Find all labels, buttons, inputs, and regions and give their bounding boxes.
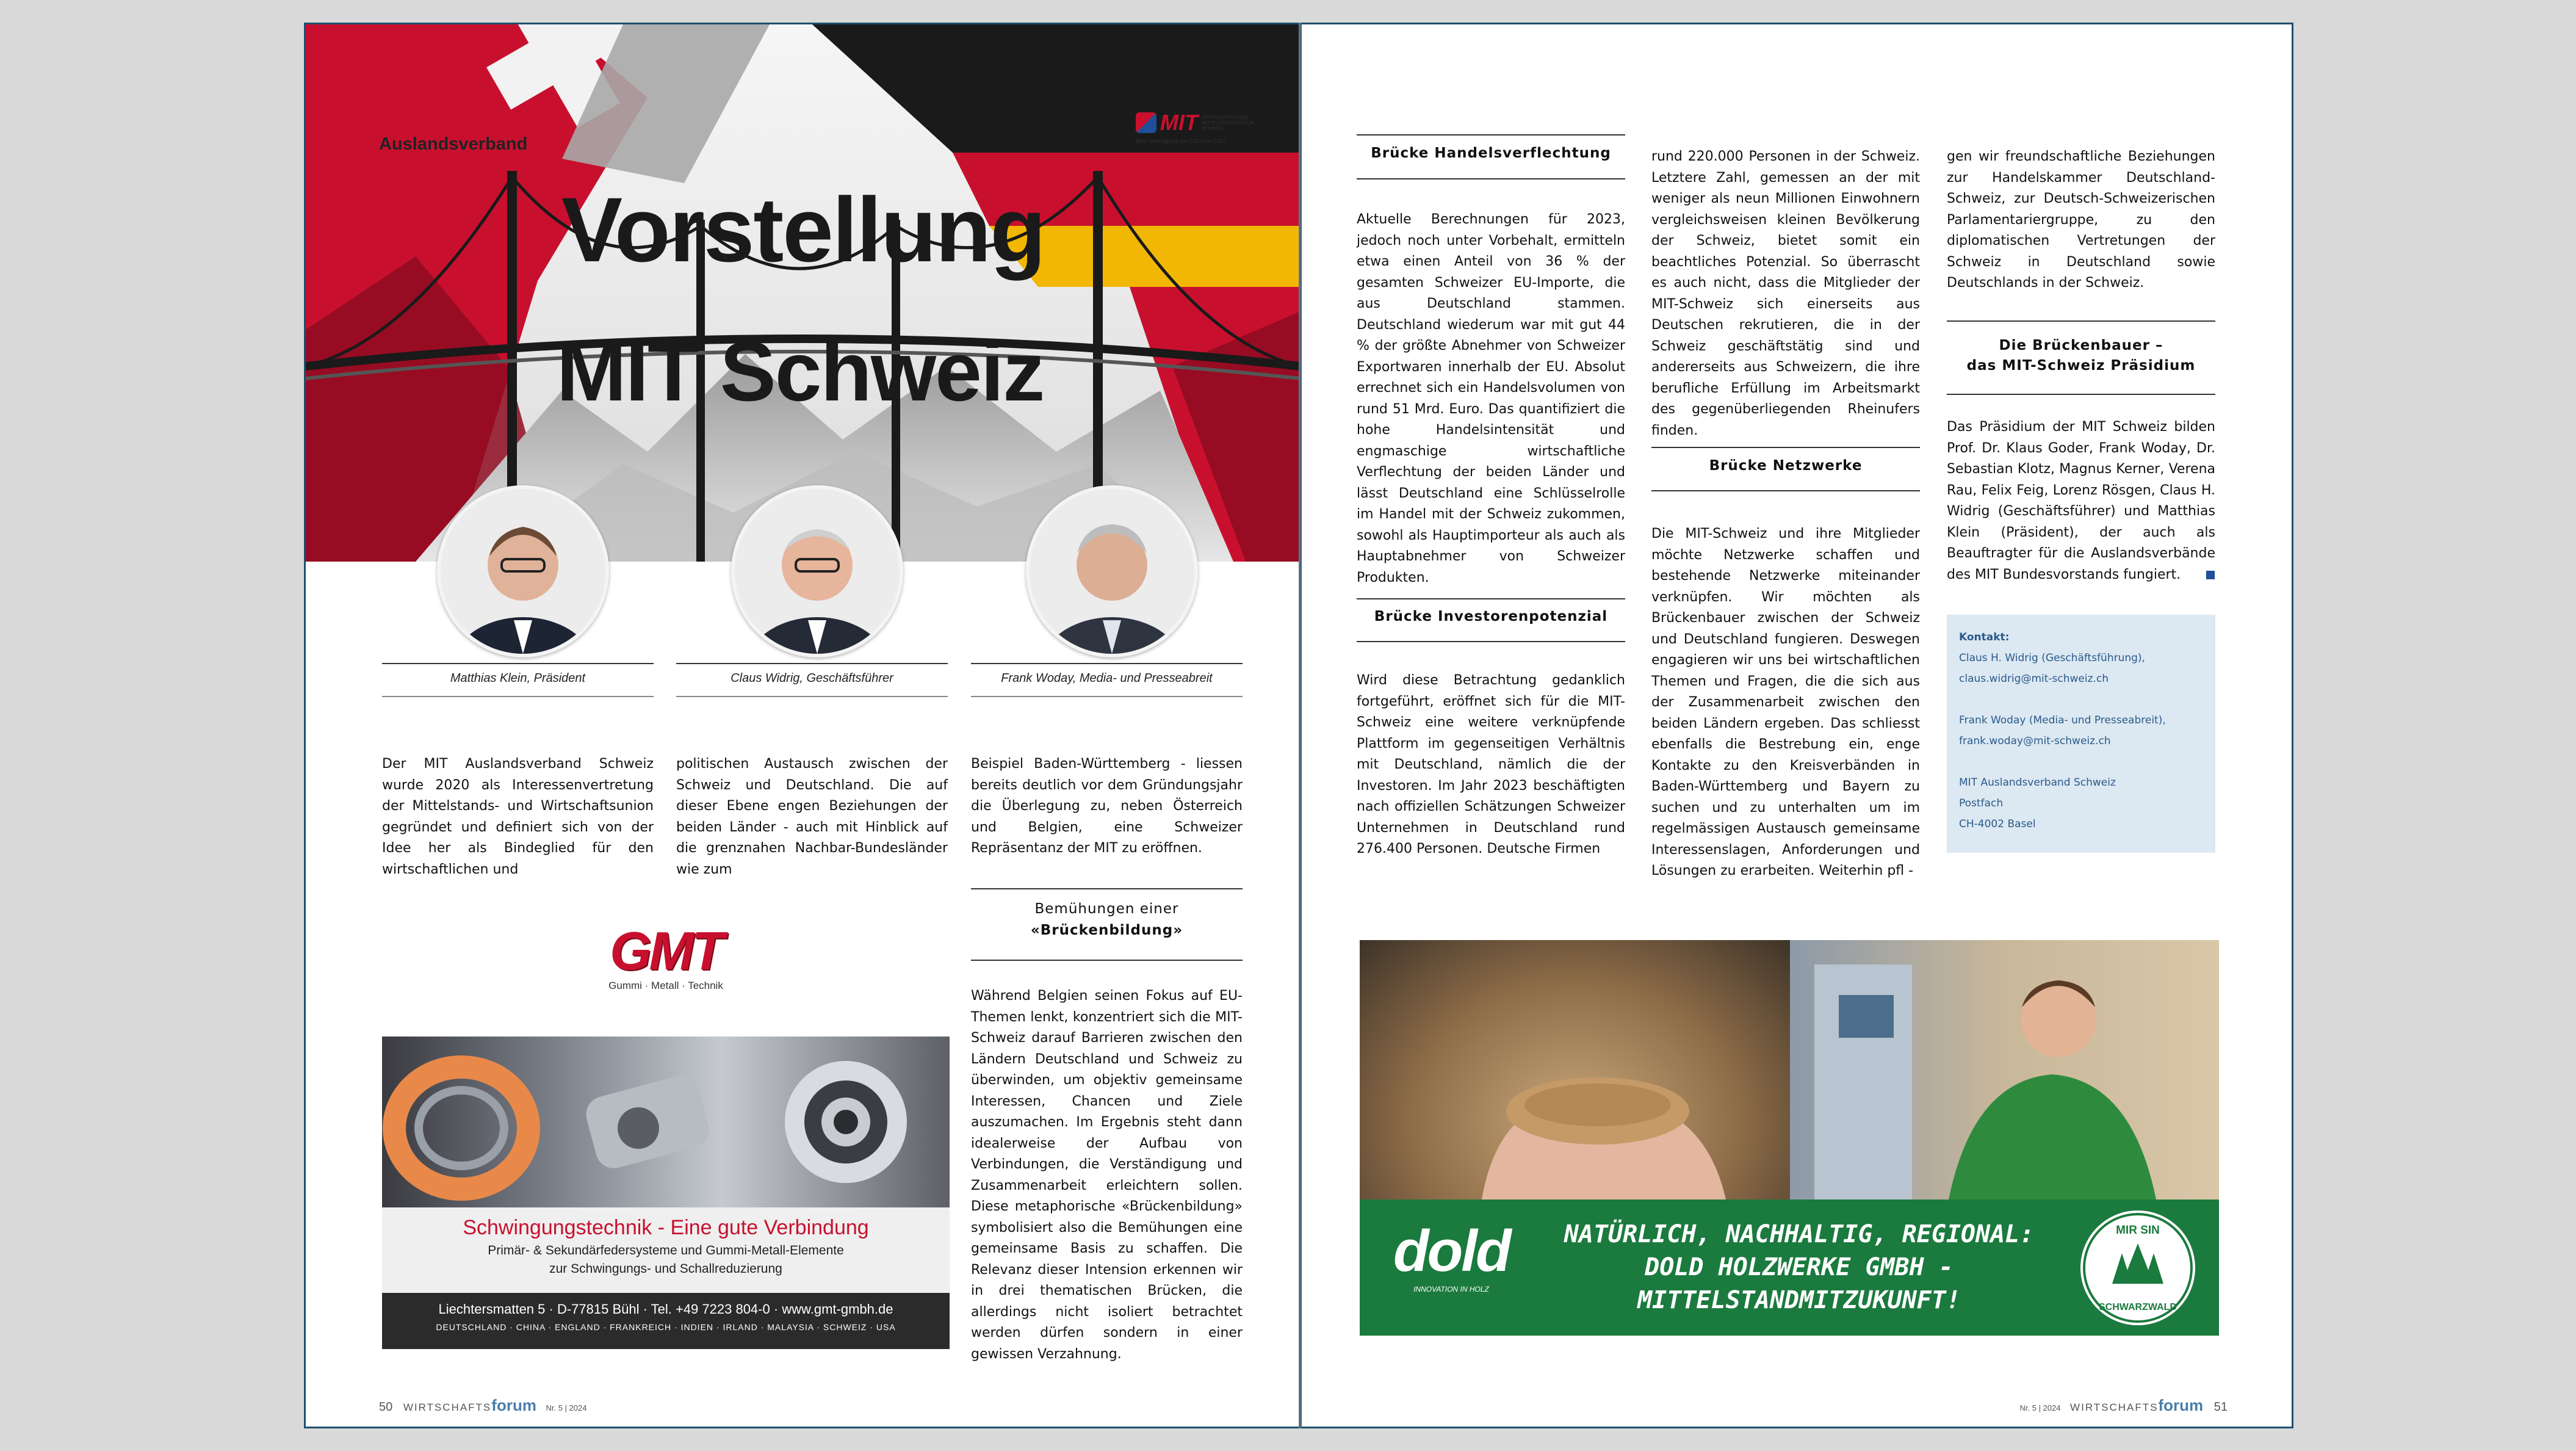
end-of-article-square xyxy=(2206,571,2215,579)
gmt-advertisement[interactable] xyxy=(382,922,950,1361)
gmt-logo: GMT xyxy=(610,921,722,981)
heading-handelsverflechtung: Brücke Handelsverflechtung xyxy=(1371,145,1611,161)
pellets-photo xyxy=(1360,940,1790,1200)
contact-spacer xyxy=(1959,751,2203,772)
portrait-claus-widrig xyxy=(731,485,903,657)
contact-email-woday[interactable]: frank.woday@mit-schweiz.ch xyxy=(1959,735,2111,747)
gmt-countries: DEUTSCHLAND · CHINA · ENGLAND · FRANKREICH · INDIEN · IRLAND · MALAYSIA · SCHWEIZ · USA xyxy=(436,1322,896,1332)
issue-number: Nr. 5 | 2024 xyxy=(2019,1403,2061,1413)
contact-email-widrig[interactable]: claus.widrig@mit-schweiz.ch xyxy=(1959,673,2109,685)
mit-logo xyxy=(1136,110,1270,165)
title-line-2: MIT Schweiz xyxy=(556,325,1044,419)
heading-rule xyxy=(971,960,1243,961)
dold-logo-text: dold xyxy=(1393,1218,1510,1284)
body-column-invest: Wird diese Betrachtung gedanklich fortgeführt, eröffnet sich für die MIT-Schweiz eine weitere verknüpfende Plattform im gegenseitigen Verhältnis mit Deutschland, nämlich die der Investoren. Im Jahr 2023 beschäftigten nach offiziellen Schätzungen Schweizer Unternehmen in Deutschland rund 276.400 Personen. Deutsche Firmen xyxy=(1357,673,1625,856)
caption-rule xyxy=(382,696,654,697)
body-column-3a: gen wir freundschaftliche Beziehungen zur Handelskammer Deutschland-Schweiz, zur Deutsch-Schweizerischen Parlamentariergruppe, zu den diplomatischen Vertretungen der Schweiz in Deutschland sowie Deutschlands in der Schweiz. xyxy=(1947,149,2215,291)
gmt-address[interactable]: Liechtersmatten 5 · D-77815 Bühl · Tel. +49 7223 804-0 · www.gmt-gmbh.de xyxy=(438,1301,893,1317)
magazine-name-part1: WIRTSCHAFTS xyxy=(2070,1402,2159,1413)
intro-column-2: politischen Austausch zwischen der Schweiz und Deutschland. Die auf dieser Ebene engen Beziehungen der beiden Länder - auch mit Hinblick auf die grenznahen Nachbar-Bundesländer wie zum xyxy=(676,756,948,877)
gmt-headline: Schwingungstechnik - Eine gute Verbindung xyxy=(463,1216,869,1239)
magazine-name-part2: forum xyxy=(491,1396,536,1414)
hero-illustration xyxy=(306,24,1299,562)
contact-box xyxy=(1947,615,2215,853)
portrait-frank-woday xyxy=(1026,485,1198,657)
tree-icon xyxy=(2110,1241,2166,1290)
title-line-1: Vorstellung xyxy=(561,178,1045,281)
caption-frank-woday: Frank Woday, Media- und Presseabreit xyxy=(1001,671,1213,685)
dold-slogan-line-1: NATÜRLICH, NACHHALTIG, REGIONAL: xyxy=(1564,1220,2035,1248)
caption-rule xyxy=(971,696,1243,697)
heading-rule xyxy=(971,888,1243,889)
gmt-text-panel xyxy=(382,1207,950,1293)
caption-rule xyxy=(382,663,654,664)
heading-rule xyxy=(1357,598,1625,599)
gmt-product-photo xyxy=(382,1037,950,1207)
caption-matthias-klein: Matthias Klein, Präsident xyxy=(450,671,586,685)
gmt-logo-subtitle: Gummi · Metall · Technik xyxy=(608,980,723,991)
body-column-2a: rund 220.000 Personen in der Schweiz. Letztere Zahl, gemessen an der mit weniger als neun Millionen Einwohnern vergleichsweisen kleinen Bevölkerung der Schweiz, bietet somit ein beachtliches Potenzial. So überrascht es auch nicht, dass die Mitglieder der MIT-Schweiz sich einerseits aus Deutschen rekrutieren, die in der Schweiz geschäftstätig sind und andererseits aus Schweizern, die ihre berufliche Erfüllung im Arbeitsmarkt des gegenüberliegenden Rheinufers finden. xyxy=(1651,149,1920,438)
mit-logo-tagline: Eine Vereinigung von CDU und CSU xyxy=(1136,138,1225,144)
dold-banner xyxy=(1360,1200,2219,1336)
intro-column-3: Beispiel Baden-Württemberg - liessen bereits deutlich vor dem Gründungsjahr die Überlegung zu, neben Österreich und Belgien, eine Schweizer Repräsentanz der MIT zu eröffnen. xyxy=(971,756,1243,856)
schwarzwald-badge xyxy=(2083,1213,2193,1323)
body-column-praesidium: Das Präsidium der MIT Schweiz bilden Prof. Dr. Klaus Goder, Frank Woday, Dr. Sebastian Klotz, Magnus Kerner, Verena Rau, Felix Feig, Lorenz Rösgen, Claus H. Widrig (Geschäftsführer) und Matthias Klein (Präsident), der auch als Beauftragter für die Auslandsverbände des MIT Bundesvorstands fungiert. xyxy=(1947,419,2215,582)
contact-name-woday: Frank Woday (Media- und Presseabreit), xyxy=(1959,714,2166,726)
right-footer xyxy=(2020,1396,2228,1415)
heading-rule xyxy=(1651,490,1920,491)
body-column-netzwerke: Die MIT-Schweiz und ihre Mitglieder möchte Netzwerke schaffen und bestehende Netzwerke miteinander verknüpfen. Wir möchten als Brückenbauer zwischen der Schweiz und Deutschland fungieren. Deswegen engagieren wir uns bei wirtschaftlichen Themen und Fragen, die die sich aus der Zusammenarbeit zwischen den beiden Ländern ergeben. Das schliesst ebenfalls die Bestrebung ein, enge Kontakte zu den Kreisverbänden in Baden-Württemberg und Bayern zu suchen und zu unterhalten um im regelmässigen Austausch gemeinsame Interessenslagen, Anforderungen und Lösungen zu erarbeiten. Weiterhin pfl - xyxy=(1651,526,1920,878)
gmt-contact-bar xyxy=(382,1293,950,1349)
heading-praesidium xyxy=(1947,336,2215,376)
mit-logo-text: MIT xyxy=(1160,110,1198,135)
contact-postbox: Postfach xyxy=(1959,797,2004,809)
heading-rule xyxy=(1651,447,1920,448)
caption-claus-widrig: Claus Widrig, Geschäftsführer xyxy=(731,671,893,685)
dold-slogan-line-3: MITTELSTANDMITZUKUNFT! xyxy=(1637,1286,1961,1314)
heading-line: Bemühungen einer xyxy=(1034,901,1179,917)
caption-rule xyxy=(971,663,1243,664)
contact-spacer xyxy=(1959,689,2203,710)
mit-logo-smalltext: WIRTSCHAFTS UND MITTELSTANDSUNION SCHWEIZ xyxy=(1201,114,1255,131)
heading-line: das MIT-Schweiz Präsidium xyxy=(1966,358,2196,374)
heading-line: Die Brückenbauer – xyxy=(1999,338,2163,353)
magazine-name-part2: forum xyxy=(2158,1396,2204,1414)
woodworker-photo xyxy=(1790,940,2219,1200)
contact-city: CH-4002 Basel xyxy=(1959,818,2036,830)
contact-org: MIT Auslandsverband Schweiz xyxy=(1959,776,2116,789)
heading-rule xyxy=(1357,134,1625,136)
portrait-matthias-klein xyxy=(437,485,609,657)
page-number: 51 xyxy=(2213,1400,2228,1414)
dold-logo xyxy=(1393,1218,1509,1309)
heading-rule xyxy=(1357,641,1625,642)
left-footer xyxy=(379,1396,587,1415)
dold-slogan xyxy=(1543,1218,2055,1317)
contact-name-widrig: Claus H. Widrig (Geschäftsführung), xyxy=(1959,652,2145,664)
caption-rule xyxy=(676,696,948,697)
dold-logo-subtitle: INNOVATION IN HOLZ xyxy=(1413,1285,1489,1294)
heading-line: «Brückenbildung» xyxy=(1030,922,1183,938)
mit-logo-icon xyxy=(1136,112,1156,133)
magazine-name-part1: WIRTSCHAFTS xyxy=(403,1402,492,1413)
right-page xyxy=(1302,23,2293,1428)
gmt-subline-2: zur Schwingungs- und Schallreduzierung xyxy=(549,1262,782,1276)
dold-advertisement[interactable] xyxy=(1360,940,2219,1336)
gmt-subline-1: Primär- & Sekundärfedersysteme und Gummi-Metall-Elemente xyxy=(488,1243,844,1257)
body-column-handel: Aktuelle Berechnungen für 2023, jedoch noch unter Vorbehalt, ermitteln etwa einen Anteil von 36 % der gesamten Schweizer EU-Importe, die aus Deutschland stammen. Deutschland wiederum war mit gut 44 % der größte Abnehmer von Schweizer Exportwaren innerhalb der EU. Absolut errechnet sich ein Handelsvolumen von rund 51 Mrd. Euro. Das quantifiziert die hohe Handelsintensität und engmaschige wirtschaftliche Verflechtung der beiden Länder und lässt Deutschland eine Schlüsselrolle im Handel mit der Schweiz zukommen, sowohl als Hauptimporteur als auch als Hauptabnehmer von Schweizer Produkten. xyxy=(1357,212,1625,585)
heading-rule xyxy=(1357,178,1625,179)
heading-rule xyxy=(1947,320,2215,322)
badge-top-text: MIR SIN xyxy=(2116,1224,2160,1237)
heading-investorenpotenzial: Brücke Investorenpotenzial xyxy=(1374,609,1608,624)
left-page xyxy=(304,23,1299,1428)
caption-rule xyxy=(676,663,948,664)
page-number: 50 xyxy=(379,1400,393,1414)
heading-netzwerke: Brücke Netzwerke xyxy=(1709,458,1863,474)
heading-rule xyxy=(1947,394,2215,395)
heading-brueckenbildung xyxy=(971,899,1243,941)
badge-bottom-text: SCHWARZWALD xyxy=(2099,1302,2177,1312)
body-column-brueckenbildung: Während Belgien seinen Fokus auf EU-Themen lenkt, konzentriert sich die MIT-Schweiz darauf Barrieren zwischen den Ländern Deutschland und Schweiz zu überwinden, um objektiv gemeinsame Interessen, Chancen und Ziele auszumachen. Im Ergebnis steht dann idealerweise der Aufbau von Verbindungen, die Verständigung und Zusammenarbeit erleichtern sollen. Diese metaphorische «Brückenbildung» symbolisiert also die Bemühungen eine gemeinsame Basis zu schaffen. Die Relevanz dieser Intension erkennen wir in drei thematischen Brücken, die allerdings nicht isoliert betrachtet werden dürfen sondern in einer gewissen Verzahnung. xyxy=(971,988,1243,1362)
issue-number: Nr. 5 | 2024 xyxy=(546,1403,587,1413)
contact-title: Kontakt: xyxy=(1959,631,2010,643)
dold-slogan-line-2: DOLD HOLZWERKE GMBH - xyxy=(1645,1253,1954,1281)
section-label: Auslandsverband xyxy=(379,134,528,154)
intro-column-1: Der MIT Auslandsverband Schweiz wurde 2020 als Interessenvertretung der Mittelstands- und Wirtschaftsunion gegründet und definiert sich von der Idee her als Bindeglied für den wirtschaftlichen und xyxy=(382,756,654,877)
